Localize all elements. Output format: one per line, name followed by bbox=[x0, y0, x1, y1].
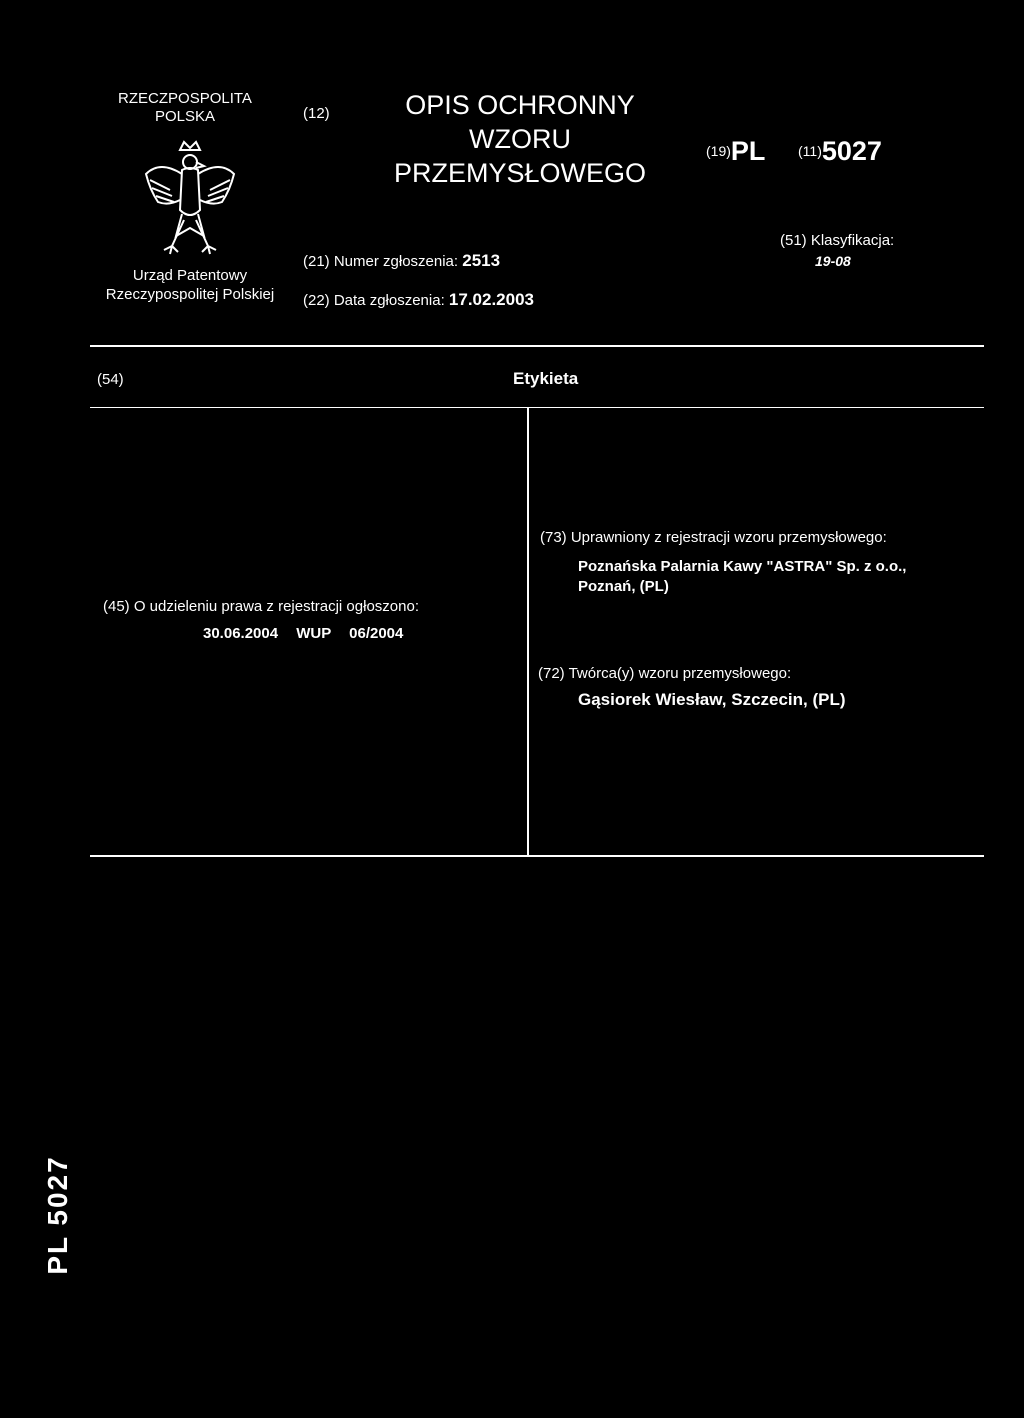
doc-type-code: (12) bbox=[303, 105, 330, 122]
design-title-code: (54) bbox=[97, 371, 124, 388]
grant-value: 30.06.2004 WUP 06/2004 bbox=[203, 625, 404, 642]
application-number bbox=[303, 251, 500, 271]
title-line-3: PRZEMYSŁOWEGO bbox=[393, 158, 647, 188]
country-name bbox=[100, 90, 270, 126]
side-document-mark bbox=[18, 1145, 98, 1285]
country-code bbox=[706, 136, 765, 167]
office-line-2: Rzeczypospolitej Polskiej bbox=[105, 286, 275, 303]
country-line-1: RZECZPOSPOLITA bbox=[118, 90, 252, 107]
title-line-2: WZORU bbox=[469, 124, 571, 154]
application-number-label: (21) Numer zgłoszenia: bbox=[303, 253, 459, 270]
classification-label: (51) Klasyfikacja: bbox=[780, 232, 895, 249]
title-line-1: OPIS OCHRONNY bbox=[405, 90, 635, 120]
creator-name: Gąsiorek Wiesław, Szczecin, (PL) bbox=[578, 690, 846, 709]
grant-label: (45) O udzieleniu prawa z rejestracji ogłoszono: bbox=[103, 598, 419, 615]
holder-name-line-1: Poznańska Palarnia Kawy "ASTRA" Sp. z o.o., bbox=[578, 558, 907, 575]
doc-number-prefix: (11) bbox=[798, 143, 822, 159]
holder-label: (73) Uprawniony z rejestracji wzoru przemysłowego: bbox=[540, 529, 887, 546]
document-number bbox=[798, 136, 882, 167]
side-mark-text: PL 5027 bbox=[42, 1155, 73, 1275]
application-date-value: 17.02.2003 bbox=[448, 290, 535, 309]
divider-vertical bbox=[527, 407, 529, 857]
patent-office-name bbox=[85, 266, 295, 304]
creator-label: (72) Twórca(y) wzoru przemysłowego: bbox=[538, 665, 792, 682]
application-number-value: 2513 bbox=[462, 251, 501, 270]
country-code-prefix: (19) bbox=[706, 143, 731, 159]
classification-value: 19-08 bbox=[815, 253, 851, 269]
doc-number-value: 5027 bbox=[821, 136, 882, 166]
divider-top bbox=[90, 345, 984, 347]
divider-middle bbox=[90, 407, 984, 408]
polish-eagle-icon bbox=[140, 140, 240, 260]
application-date bbox=[303, 290, 534, 310]
document-title bbox=[360, 88, 680, 190]
country-code-value: PL bbox=[730, 136, 766, 166]
country-line-2: POLSKA bbox=[154, 108, 216, 125]
design-title: Etykieta bbox=[513, 369, 579, 388]
holder-name bbox=[578, 557, 906, 597]
divider-bottom bbox=[90, 855, 984, 857]
office-line-1: Urząd Patentowy bbox=[132, 267, 248, 284]
application-date-label: (22) Data zgłoszenia: bbox=[303, 292, 445, 309]
holder-name-line-2: Poznań, (PL) bbox=[578, 578, 669, 595]
